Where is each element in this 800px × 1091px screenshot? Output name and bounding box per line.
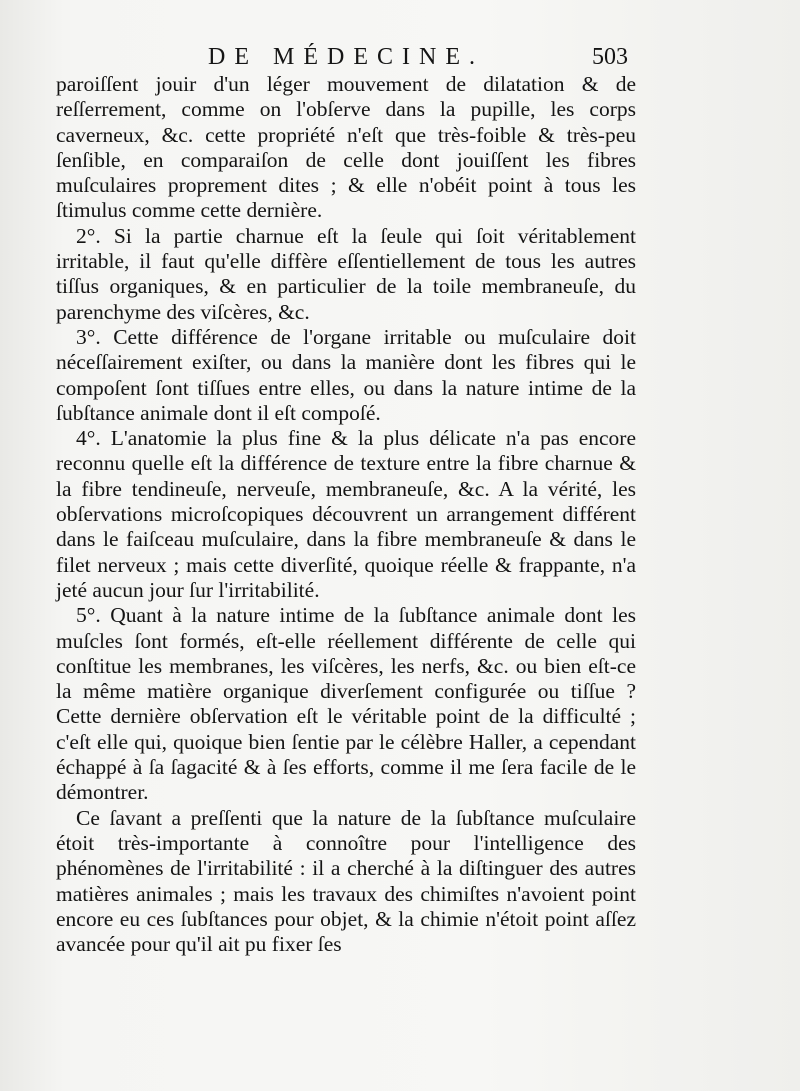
- paragraph-continuation: paroiſſent jouir d'un léger mouvement de dilatation & de reſſerrement, comme on l'obſerve dans la pupille, les corps caverneux, &c. cette propriété n'eſt que très-foible & très-peu ſenſible, en comparaiſon de celle dont jouiſſent les fibres muſculaires proprement dites ; & elle n'obéit point à tous les ſtimulus comme cette dernière.: [56, 72, 636, 223]
- running-title: DE MÉDECINE.: [208, 44, 484, 70]
- paragraph-point-3: 3°. Cette différence de l'organe irritable ou muſculaire doit néceſſairement exiſter, ou dans la manière dont les fibres qui le compoſent ſont tiſſues entre elles, ou dans la nature intime de la ſubſtance animale dont il eſt compoſé.: [56, 324, 636, 425]
- paragraph-point-5: 5°. Quant à la nature intime de la ſubſtance animale dont les muſcles ſont formés, eſt-elle réellement différente de celle qui conſtitue les membranes, les viſcères, les nerfs, &c. ou bien eſt-ce la même matière organique diverſement configurée ou tiſſue ? Cette dernière obſervation eſt le véritable point de la difficulté ; c'eſt elle qui, quoique bien ſentie par le célèbre Haller, a cependant échappé à ſa ſagacité & à ſes efforts, comme il me ſera facile de le démontrer.: [56, 603, 636, 805]
- page-number: 503: [592, 44, 628, 70]
- paragraph-point-2: 2°. Si la partie charnue eſt la ſeule qui ſoit véritablement irritable, il faut qu'elle diffère eſſentiellement de tous les autres tiſſus organiques, & en particulier de la toile membraneuſe, du parenchyme des viſcères, &c.: [56, 223, 636, 324]
- paragraph-haller: Ce ſavant a preſſenti que la nature de la ſubſtance muſculaire étoit très-importante à connoître pour l'intelligence des phénomènes de l'irritabilité : il a cherché à la diſtinguer des autres matières animales ; mais les travaux des chimiſtes n'avoient point encore eu ces ſubſtances pour objet, & la chimie n'étoit point aſſez avancée pour qu'il ait pu fixer ſes: [56, 805, 636, 957]
- paragraph-point-4: 4°. L'anatomie la plus fine & la plus délicate n'a pas encore reconnu quelle eſt la différence de texture entre la fibre charnue & la fibre tendineuſe, nerveuſe, membraneuſe, &c. A la vérité, les obſervations microſcopiques découvrent un arrangement différent dans le faiſceau muſculaire, dans la fibre membraneuſe & dans le filet nerveux ; mais cette diverſité, quoique réelle & frappante, n'a jeté aucun jour ſur l'irritabilité.: [56, 426, 636, 602]
- body-text: [56, 72, 636, 957]
